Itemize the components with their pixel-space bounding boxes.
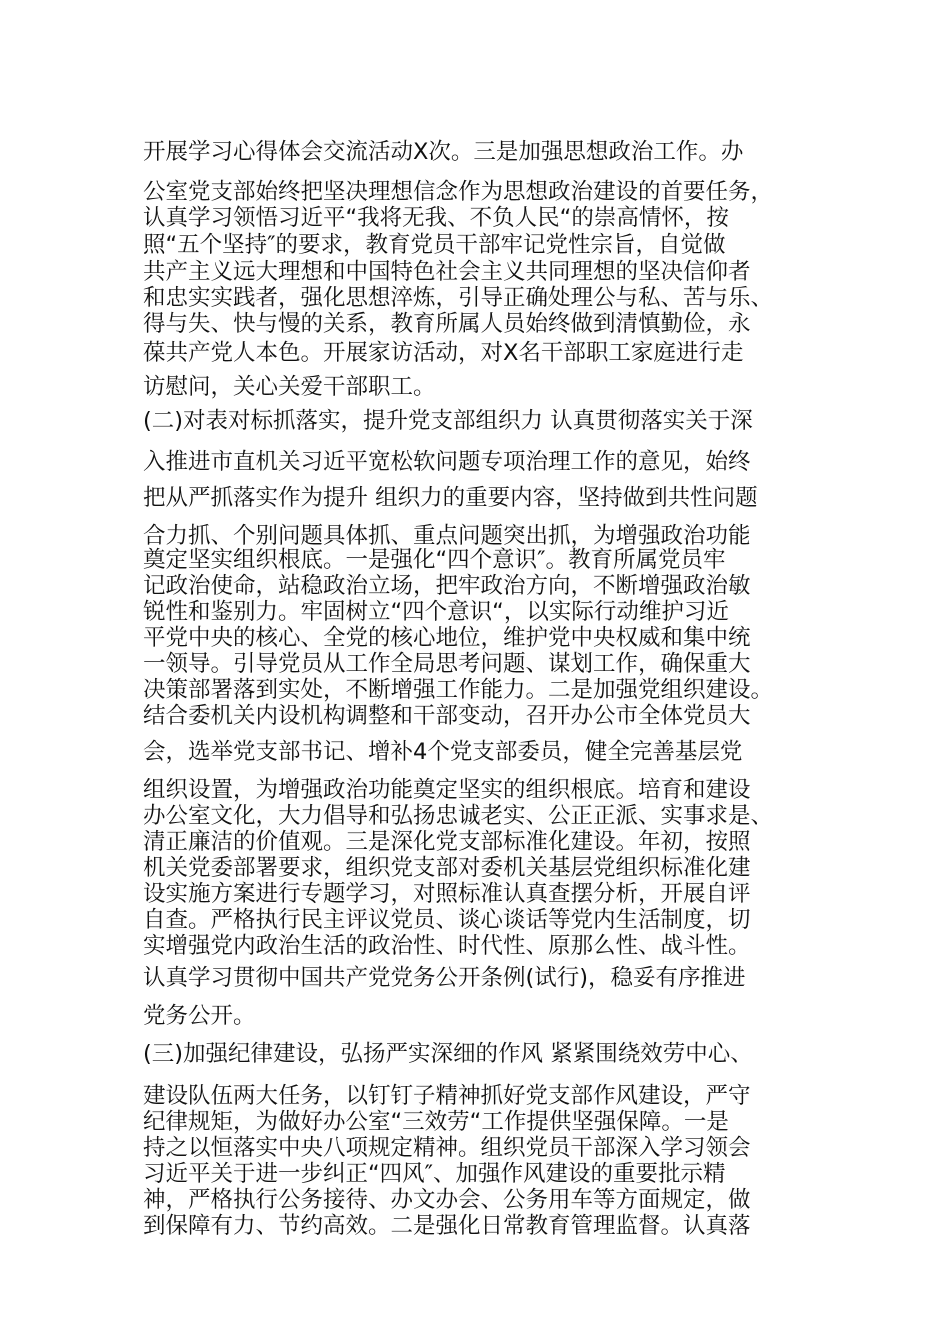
text-line: 开展学习心得体会交流活动X次。三是加强思想政治工作。办 xyxy=(143,139,744,165)
text-line: 平党中央的核心、全党的核心地位，维护党中央权威和集中统 xyxy=(143,625,751,651)
text-line: 合力抓、个别问题具体抓、重点问题突出抓，为增强政治功能 xyxy=(143,523,751,549)
section-heading-2: (二)对表对标抓落实，提升党支部组织力 认真贯彻落实关于深 xyxy=(143,408,753,434)
text-line: 公室党支部始终把坚决理想信念作为思想政治建设的首要任务， xyxy=(143,179,774,205)
text-line: 照“五个坚持″的要求，教育党员干部牢记党性宗旨，自觉做 xyxy=(143,232,726,258)
text-line: 设实施方案进行专题学习，对照标准认真查摆分析，开展自评 xyxy=(143,881,751,907)
text-line: 共产主义远大理想和中国特色社会主义共同理想的坚决信仰者 xyxy=(143,259,751,285)
text-line: 记政治使命，站稳政治立场，把牢政治方向，不断增强政治敏 xyxy=(143,573,751,599)
text-line: 党务公开。 xyxy=(143,1003,256,1029)
text-line: 办公室文化，大力倡导和弘扬忠诚老实、公正正派、实事求是、 xyxy=(143,803,774,829)
text-line: 清正廉洁的价值观。三是深化党支部标准化建设。年初，按照 xyxy=(143,829,751,855)
text-line: 纪律规矩，为做好办公室“三效劳“工作提供坚强保障。一是 xyxy=(143,1109,729,1135)
text-line: 一领导。引导党员从工作全局思考问题、谋划工作，确保重大 xyxy=(143,651,751,677)
text-line: 实增强党内政治生活的政治性、时代性、原那么性、战斗性。 xyxy=(143,933,751,959)
text-line: 自查。严格执行民主评议党员、谈心谈话等党内生活制度，切 xyxy=(143,907,751,933)
text-line: 入推进市直机关习近平宽松软问题专项治理工作的意见，始终 xyxy=(143,449,751,475)
text-line: 机关党委部署要求，组织党支部对委机关基层党组织标准化建 xyxy=(143,855,751,881)
text-line: 把从严抓落实作为提升 组织力的重要内容，坚持做到共性问题 xyxy=(143,485,758,511)
text-line: 会，选举党支部书记、增补4个党支部委员，健全完善基层党 xyxy=(143,739,743,765)
text-line: 锐性和鉴别力。牢固树立“四个意识“，以实际行动维护习近 xyxy=(143,599,729,625)
text-line: 习近平关于进一步纠正“四风″、加强作风建设的重要批示精 xyxy=(143,1161,726,1187)
text-line: 决策部署落到实处，不断增强工作能力。二是加强党组织建设。 xyxy=(143,677,774,703)
text-line: 访慰问，关心关爱干部职工。 xyxy=(143,374,436,400)
text-line: 得与失、快与慢的关系，教育所属人员始终做到清慎勤俭，永 xyxy=(143,311,751,337)
text-line: 持之以恒落实中央八项规定精神。组织党员干部深入学习领会 xyxy=(143,1135,751,1161)
text-line: 奠定坚实组织根底。一是强化“四个意识″。教育所属党员牢 xyxy=(143,547,726,573)
text-line: 葆共产党人本色。开展家访活动，对X名干部职工家庭进行走 xyxy=(143,340,744,366)
text-line: 神，严格执行公务接待、办文办会、公务用车等方面规定，做 xyxy=(143,1187,751,1213)
text-line: 到保障有力、节约高效。二是强化日常教育管理监督。认真落 xyxy=(143,1213,751,1239)
section-heading-3: (三)加强纪律建设，弘扬严实深细的作风 紧紧围绕效劳中心、 xyxy=(143,1041,753,1067)
text-line: 和忠实实践者，强化思想淬炼，引导正确处理公与私、苦与乐、 xyxy=(143,285,774,311)
text-line: 认真学习领悟习近平“我将无我、不负人民“的崇高情怀，按 xyxy=(143,205,729,231)
text-line: 建设队伍两大任务，以钉钉子精神抓好党支部作风建设，严守 xyxy=(143,1083,751,1109)
text-line: 组织设置，为增强政治功能奠定坚实的组织根底。培育和建设 xyxy=(143,777,751,803)
text-line: 认真学习贯彻中国共产党党务公开条例(试行)，稳妥有序推进 xyxy=(143,965,746,991)
text-line: 结合委机关内设机构调整和干部变动，召开办公市全体党员大 xyxy=(143,703,751,729)
